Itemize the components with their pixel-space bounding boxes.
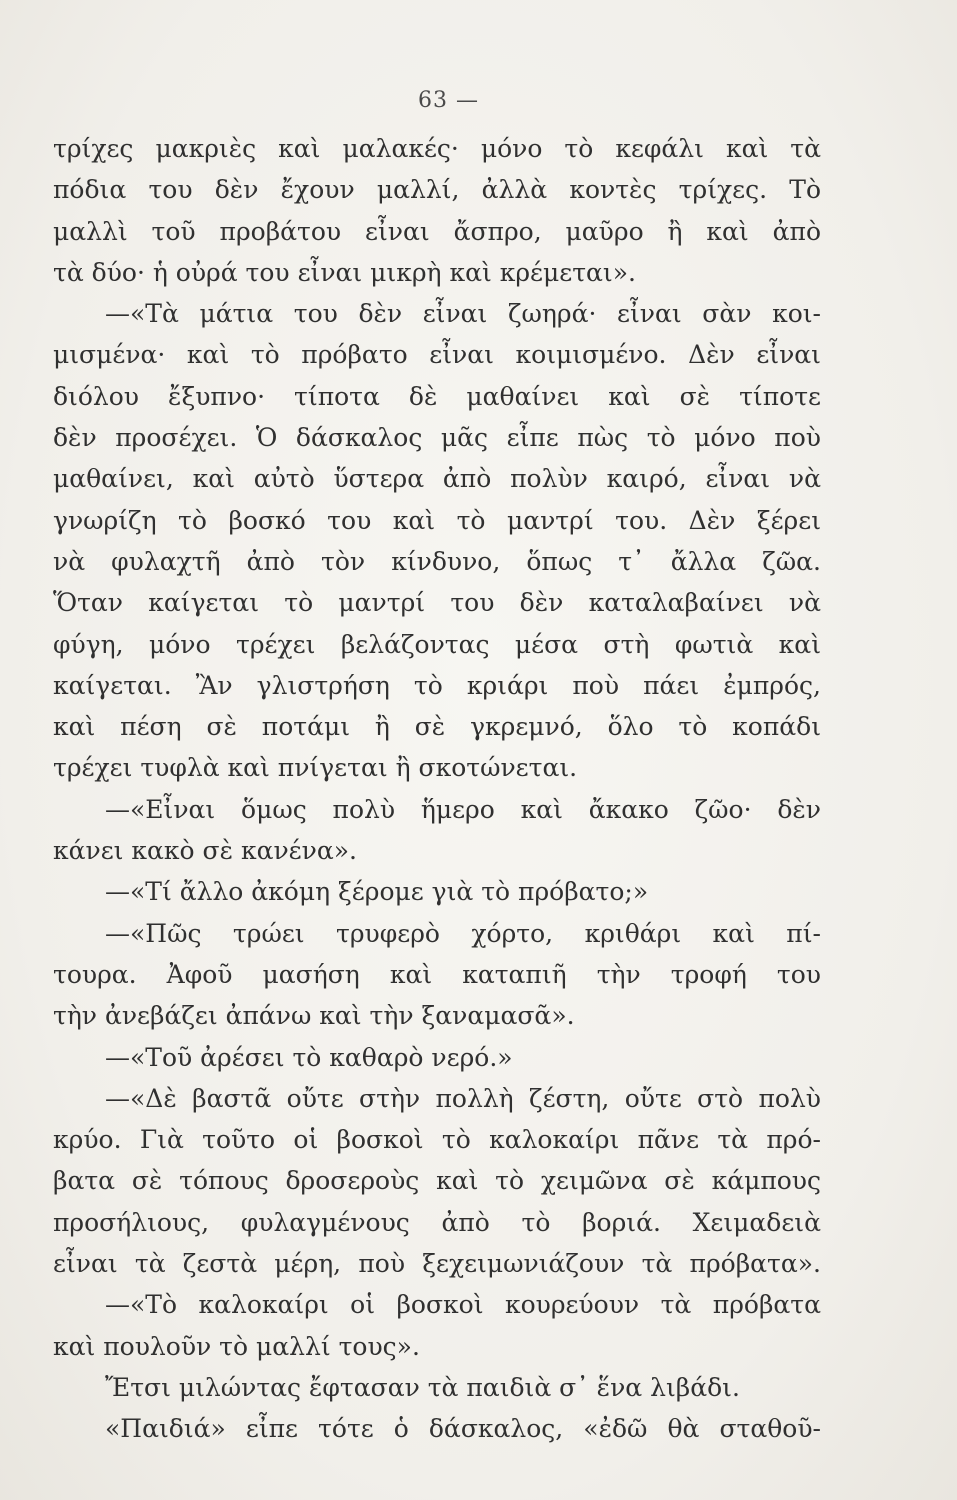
text-line: βατα σὲ τόπους δροσεροὺς καὶ τὸ χειμῶνα σὲ κάμπους — [53, 1166, 821, 1196]
text-line: πόδια του δὲν ἔχουν μαλλί, ἀλλὰ κοντὲς τρίχες. Τὸ — [53, 175, 821, 205]
text-line: διόλου ἔξυπνο· τίποτα δὲ μαθαίνει καὶ σὲ τίποτε — [53, 381, 821, 411]
text-line: κρύο. Γιὰ τοῦτο οἱ βοσκοὶ τὸ καλοκαίρι πᾶνε τὰ πρό- — [53, 1125, 821, 1155]
text-line: δὲν προσέχει. Ὁ δάσκαλος μᾶς εἶπε πὼς τὸ μόνο ποὺ — [53, 423, 821, 453]
text-line: κάνει κακὸ σὲ κανένα». — [53, 836, 357, 866]
text-line: —«Τὰ μάτια του δὲν εἶναι ζωηρά· εἶναι σὰν κοι- — [105, 299, 821, 329]
text-line: νὰ φυλαχτῆ ἀπὸ τὸν κίνδυνο, ὅπως τ᾽ ἄλλα ζῶα. — [53, 546, 821, 576]
text-line: Ἔτσι μιλώντας ἔφτασαν τὰ παιδιὰ σ᾽ ἕνα λιβάδι. — [105, 1372, 740, 1402]
text-line: καὶ πουλοῦν τὸ μαλλί τους». — [53, 1331, 420, 1361]
text-line: μαθαίνει, καὶ αὐτὸ ὕστερα ἀπὸ πολὺν καιρό, εἶναι νὰ — [53, 464, 821, 494]
text-line: —«Τί ἄλλο ἀκόμη ξέρομε γιὰ τὸ πρόβατο;» — [105, 877, 649, 907]
text-line: καὶ πέση σὲ ποτάμι ἢ σὲ γκρεμνό, ὅλο τὸ κοπάδι — [53, 712, 821, 742]
text-line: τουρα. Ἀφοῦ μασήση καὶ καταπιῆ τὴν τροφή του — [53, 959, 821, 989]
text-line: τρίχες μακριὲς καὶ μαλακές· μόνο τὸ κεφάλι καὶ τὰ — [53, 134, 821, 163]
text-line: τὴν ἀνεβάζει ἀπάνω καὶ τὴν ξαναμασᾶ». — [53, 1001, 575, 1031]
text-line: καίγεται. Ἂν γλιστρήση τὸ κριάρι ποὺ πάει ἐμπρός, — [53, 670, 821, 700]
text-line: μισμένα· καὶ τὸ πρόβατο εἶναι κοιμισμένο. Δὲν εἶναι — [53, 340, 821, 370]
text-line: τρέχει τυφλὰ καὶ πνίγεται ἢ σκοτώνεται. — [53, 753, 578, 783]
text-line: προσήλιους, φυλαγμένους ἀπὸ τὸ βοριά. Χειμαδειὰ — [53, 1207, 821, 1237]
page-number: 63 — — [418, 88, 479, 113]
text-line: Ὅταν καίγεται τὸ μαντρί του δὲν καταλαβαίνει νὰ — [53, 588, 821, 618]
body-text — [53, 128, 821, 1450]
text-line: —«Πῶς τρώει τρυφερὸ χόρτο, κριθάρι καὶ πί- — [105, 918, 821, 948]
text-line: —«Τὸ καλοκαίρι οἱ βοσκοὶ κουρεύουν τὰ πρόβατα — [105, 1290, 821, 1320]
text-line: «Παιδιά» εἶπε τότε ὁ δάσκαλος, «ἐδῶ θὰ σταθοῦ- — [105, 1414, 821, 1444]
text-line: —«Τοῦ ἀρέσει τὸ καθαρὸ νερό.» — [105, 1042, 513, 1072]
text-line: τὰ δύο· ἡ οὐρά του εἶναι μικρὴ καὶ κρέμεται». — [53, 257, 636, 287]
text-line: μαλλὶ τοῦ προβάτου εἶναι ἄσπρο, μαῦρο ἢ καὶ ἀπὸ — [53, 216, 821, 246]
text-line: εἶναι τὰ ζεστὰ μέρη, ποὺ ξεχειμωνιάζουν τὰ πρόβατα». — [53, 1249, 821, 1279]
text-line: —«Δὲ βαστᾶ οὔτε στὴν πολλὴ ζέστη, οὔτε στὸ πολὺ — [105, 1083, 821, 1113]
text-line: —«Εἶναι ὅμως πολὺ ἥμερο καὶ ἄκακο ζῶο· δὲν — [105, 794, 821, 824]
text-line: γνωρίζη τὸ βοσκό του καὶ τὸ μαντρί του. Δὲν ξέρει — [53, 505, 821, 535]
text-line: φύγη, μόνο τρέχει βελάζοντας μέσα στὴ φωτιὰ καὶ — [53, 629, 821, 659]
